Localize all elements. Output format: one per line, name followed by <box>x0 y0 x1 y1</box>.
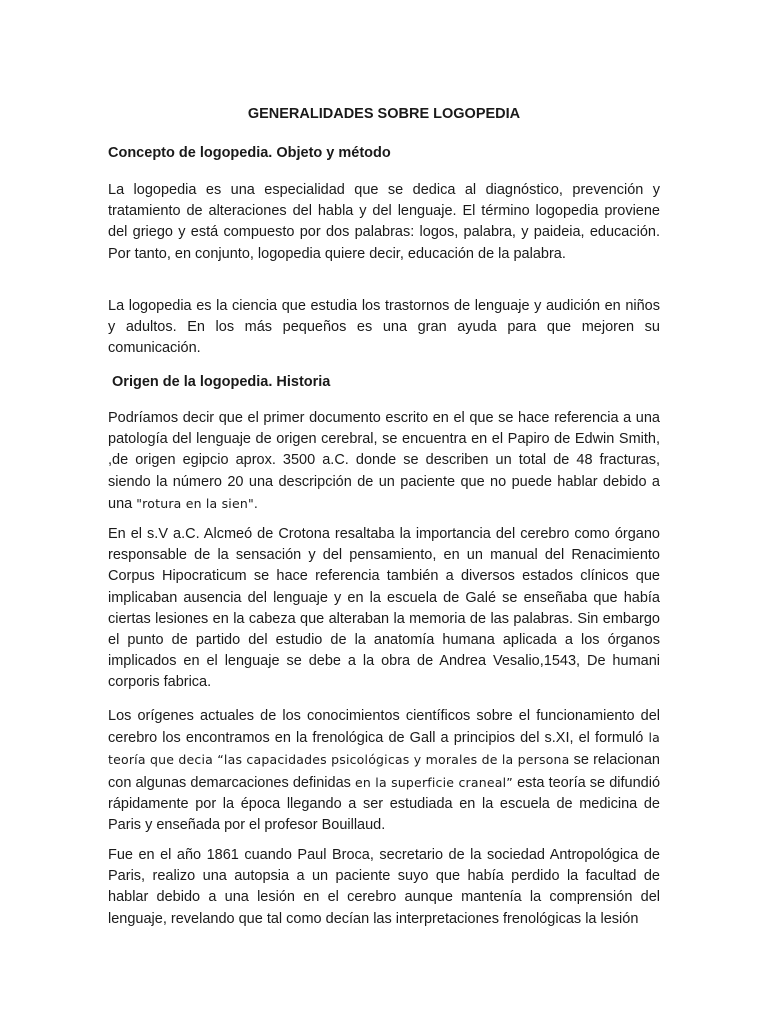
paragraph-gall-text-c: esta teoría se difundió rápidamente por la época llegando a ser estudiada en la escuela de medicina de Paris y enseñada por el profesor Bouillaud. <box>108 774 661 834</box>
quote-superficie: en la superficie craneal” <box>355 774 513 790</box>
paragraph-alcmeo: En el s.V a.C. Alcmeó de Crotona resaltaba la importancia del cerebro como órgano responsable de la sensación y del pensamiento, en un manual del Renacimiento Corpus Hipocraticum se hace referencia también a diversos estados clínicos que implicaban ausencia del lenguaje y en la escuela de Galé se enseñaba que había ciertas lesiones en la cabeza que alteraban la memoria de las palabras. Sin embargo el punto de partido del estudio de la anatomía humana aplicada a los órganos implicados en el lenguaje se debe a la obra de Andrea Vesalio,1543, De humani corporis fabrica. <box>108 526 660 691</box>
paragraph-gall <box>108 706 660 836</box>
quote-rotura: "rotura en la sien". <box>136 495 259 511</box>
paragraph-gall-text-b: se relacionan con algunas demarcaciones definidas <box>108 752 660 791</box>
paragraph-papiro-text: Podríamos decir que el primer documento escrito en el que se hace referencia a una patología del lenguaje de origen cerebral, se encuentra en el Papiro de Edwin Smith, ,de origen egipcio aprox. 3500 a.C. donde se describen un total de 48 fracturas, siendo la número 20 una descripción de un paciente que no puede hablar debido a una <box>108 410 660 512</box>
document-title: GENERALIDADES SOBRE LOGOPEDIA <box>247 106 521 122</box>
section-heading-concepto: Concepto de logopedia. Objeto y método <box>108 145 391 161</box>
paragraph-definition: La logopedia es una especialidad que se dedica al diagnóstico, prevención y tratamiento de alteraciones del habla y del lenguaje. El término logopedia proviene del griego y está compuesto por dos palabras: logos, palabra, y paideia, educación. Por tanto, en conjunto, logopedia quiere decir, educación de la palabra. <box>108 182 660 262</box>
paragraph-science: La logopedia es la ciencia que estudia los trastornos de lenguaje y audición en niños y adultos. En los más pequeños es una gran ayuda para que mejoren su comunicación. <box>108 298 660 357</box>
paragraph-papiro <box>108 408 660 515</box>
quote-teoria: la teoría que decia “las capacidades psicológicas y morales de la persona <box>108 730 660 768</box>
paragraph-gall-text-a: Los orígenes actuales de los conocimientos científicos sobre el funcionamiento del cerebro los encontramos en la frenológica de Gall a principios del s.XI, el formuló <box>108 708 660 747</box>
paragraph-broca: Fue en el año 1861 cuando Paul Broca, secretario de la sociedad Antropológica de Paris, realizo una autopsia a un paciente suyo que había perdido la facultad de hablar debido a una lesión en el cerebro aunque mantenía la comprensión del lenguaje, revelando que tal como decían las interpretaciones frenológicas la lesión <box>108 847 660 927</box>
section-heading-origen: Origen de la logopedia. Historia <box>108 374 331 390</box>
